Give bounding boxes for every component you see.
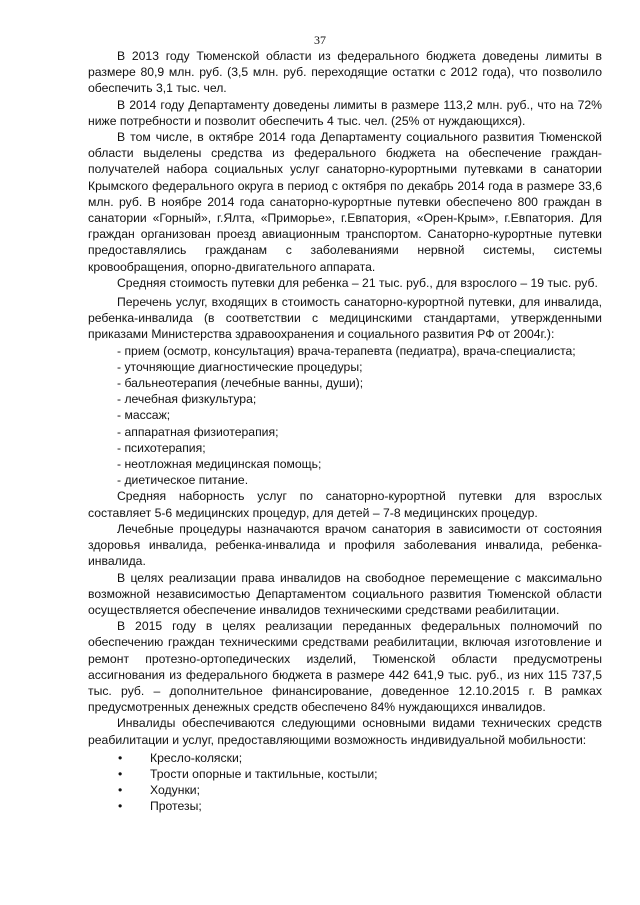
service-item: - диетическое питание. [117,473,249,488]
service-item: - психотерапия; [117,440,206,455]
list-item-label: Трости опорные и тактильные, костыли; [150,766,378,781]
paragraph-mobility-rights: В целях реализации права инвалидов на свободное перемещение с максимально возможной независимостью Департаментом социального развития Тюменской области осуществляется обеспечение инвалидов техническими средствами реабилитации. [88,570,602,617]
paragraph-crimea-vouchers: В том числе, в октябре 2014 года Департаменту социального развития Тюменской области выделены средства из федерального бюджета на обеспечение граждан-получателей набора социальных услуг санаторно-курортными путевками в санатории Крымского федерального округа в период с октября по декабрь 2014 года в размере 33,6 млн. руб. В ноябре 2014 года санаторно-курортные путевки обеспечено 800 граждан в санатории «Горный», г.Ялта, «Приморье», г.Евпатория, «Орен-Крым», г.Евпатория. Для граждан организован проезд авиационным транспортом. Санаторно-курортные путевки предоставлялись гражданам с заболеваниями нервной системы, системы кровообращения, опорно-двигательного аппарата. [88,130,602,274]
document-body [88,48,602,815]
service-item: - аппаратная физиотерапия; [117,424,279,439]
list-item [88,750,602,766]
paragraph-2015-funding: В 2015 году в целях реализации переданных федеральных полномочий по обеспечению граждан техническими средствами реабилитации, включая изготовление и ремонт протезно-ортопедических изделий, Тюменской области предусмотрены ассигнования из федерального бюджета в размере 442 641,9 тыс. руб., из них 115 737,5 тыс. руб. – дополнительное финансирование, доведенное 12.10.2015 г. В рамках предусмотренных денежных средств обеспечено 84% нуждающихся инвалидов. [88,619,602,715]
service-item: - уточняющие диагностические процедуры; [117,359,363,374]
mobility-aids-list [88,750,602,815]
paragraph-procedure-count: Средняя наборность услуг по санаторно-курортной путевки для взрослых составляет 5-6 медицинских процедур, для детей – 7-8 медицинских процедур. [88,489,602,520]
paragraph-services-intro: Перечень услуг, входящих в стоимость санаторно-курортной путевки, для инвалида, ребенка-инвалида (в соответствии с медицинскими стандартами, утвержденными приказами Министерства здравоохранения и социального развития РФ от 2004г.): [88,295,602,342]
list-item [88,782,602,798]
paragraph-procedures-assigned: Лечебные процедуры назначаются врачом санатория в зависимости от состояния здоровья инвалида, ребенка-инвалида и профиля заболевания инвалида, ребенка-инвалида. [88,521,602,569]
bullet-icon: • [118,766,123,781]
paragraph-average-cost: Средняя стоимость путевки для ребенка – 21 тыс. руб., для взрослого – 19 тыс. руб. [117,275,598,290]
service-item: - массаж; [117,408,171,423]
services-list [88,343,602,489]
list-item [88,766,602,782]
list-item-label: Кресло-коляски; [150,750,243,765]
paragraph-2014-limits: В 2014 году Департаменту доведены лимиты в размере 113,2 млн. руб., что на 72% ниже потребности и позволит обеспечить 4 тыс. чел. (25% от нуждающихся). [88,97,602,128]
bullet-icon: • [118,799,123,814]
paragraph-2013-limits: В 2013 году Тюменской области из федерального бюджета доведены лимиты в размере 80,9 млн. руб. (3,5 млн. руб. переходящие остатки с 2012 года), что позволило обеспечить 3,1 тыс. чел. [88,49,602,96]
page-number: 37 [314,33,326,47]
list-item-label: Ходунки; [150,783,200,798]
bullet-icon: • [118,750,123,765]
service-item: - бальнеотерапия (лечебные ванны, души); [117,376,364,391]
list-item [88,798,602,814]
service-item: - лечебная физкультура; [117,392,257,407]
list-item-label: Протезы; [150,799,202,814]
bullet-icon: • [118,783,123,798]
service-item: - прием (осмотр, консультация) врача-терапевта (педиатра), врача-специалиста; [117,343,576,358]
service-item: - неотложная медицинская помощь; [117,457,322,472]
paragraph-mobility-intro: Инвалиды обеспечиваются следующими основными видами технических средств реабилитации и услуг, предоставляющими возможность индивидуальной мобильности: [88,716,602,747]
